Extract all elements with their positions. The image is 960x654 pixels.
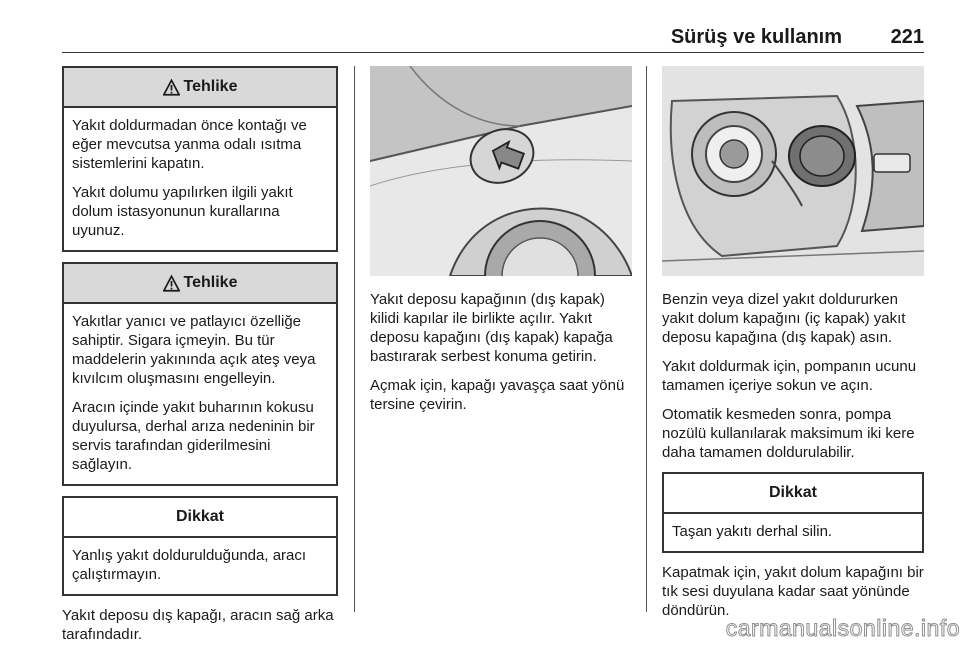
danger-box-2-text-1: Yakıtlar yanıcı ve patlayıcı özelliğe sahiptir. Sigara içmeyin. Bu tür maddelerin yakınında açık ateş veya kıvılcım oluşmasını engelleyin.	[72, 313, 316, 387]
fuel-cap-illustration	[662, 66, 924, 276]
danger-box-1-title: Tehlike	[183, 78, 238, 95]
danger-box-1	[62, 66, 338, 252]
caution-box-1-text: Yanlış yakıt doldurulduğunda, aracı çalıştırmayın.	[72, 547, 307, 583]
column-divider-2	[646, 66, 647, 612]
insert-nozzle-text: Yakıt doldurmak için, pompanın ucunu tamamen içeriye sokun ve açın.	[662, 358, 917, 394]
caution-box-2-header	[664, 474, 922, 514]
auto-cutoff-text: Otomatik kesmeden sonra, pompa nozülü kullanılarak maksimum iki kere daha tamamen doldurulabilir.	[662, 406, 915, 461]
column-right	[662, 66, 924, 630]
warning-triangle-icon	[163, 275, 180, 292]
page-number: 221	[890, 26, 924, 48]
danger-box-1-text-1: Yakıt doldurmadan önce kontağı ve eğer mevcutsa yanma odalı ısıtma sistemlerini kapatın.	[72, 117, 307, 172]
danger-box-2-text-2: Aracın içinde yakıt buharının kokusu duyulursa, derhal arıza nedeninin bir servis tarafından giderilmesini sağlayın.	[72, 399, 315, 473]
caution-box-1-header	[64, 498, 336, 538]
section-title: Sürüş ve kullanım	[670, 26, 842, 48]
danger-box-2	[62, 262, 338, 486]
caution-box-1	[62, 496, 338, 596]
column-left	[62, 66, 338, 654]
fuel-door-exterior-illustration	[370, 66, 632, 276]
danger-box-2-title: Tehlike	[183, 274, 238, 291]
caution-box-2-title: Dikkat	[768, 484, 818, 501]
page-header	[62, 24, 924, 53]
fuel-door-location-text: Yakıt deposu dış kapağı, aracın sağ arka tarafındadır.	[62, 607, 334, 643]
caution-box-2-text: Taşan yakıtı derhal silin.	[672, 523, 833, 540]
caution-box-1-title: Dikkat	[175, 508, 225, 525]
hang-cap-text: Benzin veya dizel yakıt doldururken yakıt dolum kapağını (iç kapak) yakıt deposu kapağına (dış kapak) asın.	[662, 291, 906, 346]
danger-box-1-text-2: Yakıt dolumu yapılırken ilgili yakıt dolum istasyonunun kurallarına uyunuz.	[72, 184, 293, 239]
caution-box-2	[662, 472, 924, 553]
column-divider-1	[354, 66, 355, 612]
danger-box-1-header	[64, 68, 336, 108]
close-cap-text: Kapatmak için, yakıt dolum kapağını bir tık sesi duyulana kadar saat yönünde döndürün.	[662, 564, 924, 619]
fuel-door-open-text: Yakıt deposu kapağının (dış kapak) kilidi kapılar ile birlikte açılır. Yakıt deposu kapağını (dış kapak) kapağa bastırarak serbest konuma getirin.	[370, 291, 613, 365]
fuel-cap-open-text: Açmak için, kapağı yavaşça saat yönü tersine çevirin.	[370, 377, 625, 413]
warning-triangle-icon	[163, 79, 180, 96]
column-middle	[370, 66, 632, 424]
danger-box-2-header	[64, 264, 336, 304]
watermark: carmanualsonline.info	[725, 615, 960, 641]
